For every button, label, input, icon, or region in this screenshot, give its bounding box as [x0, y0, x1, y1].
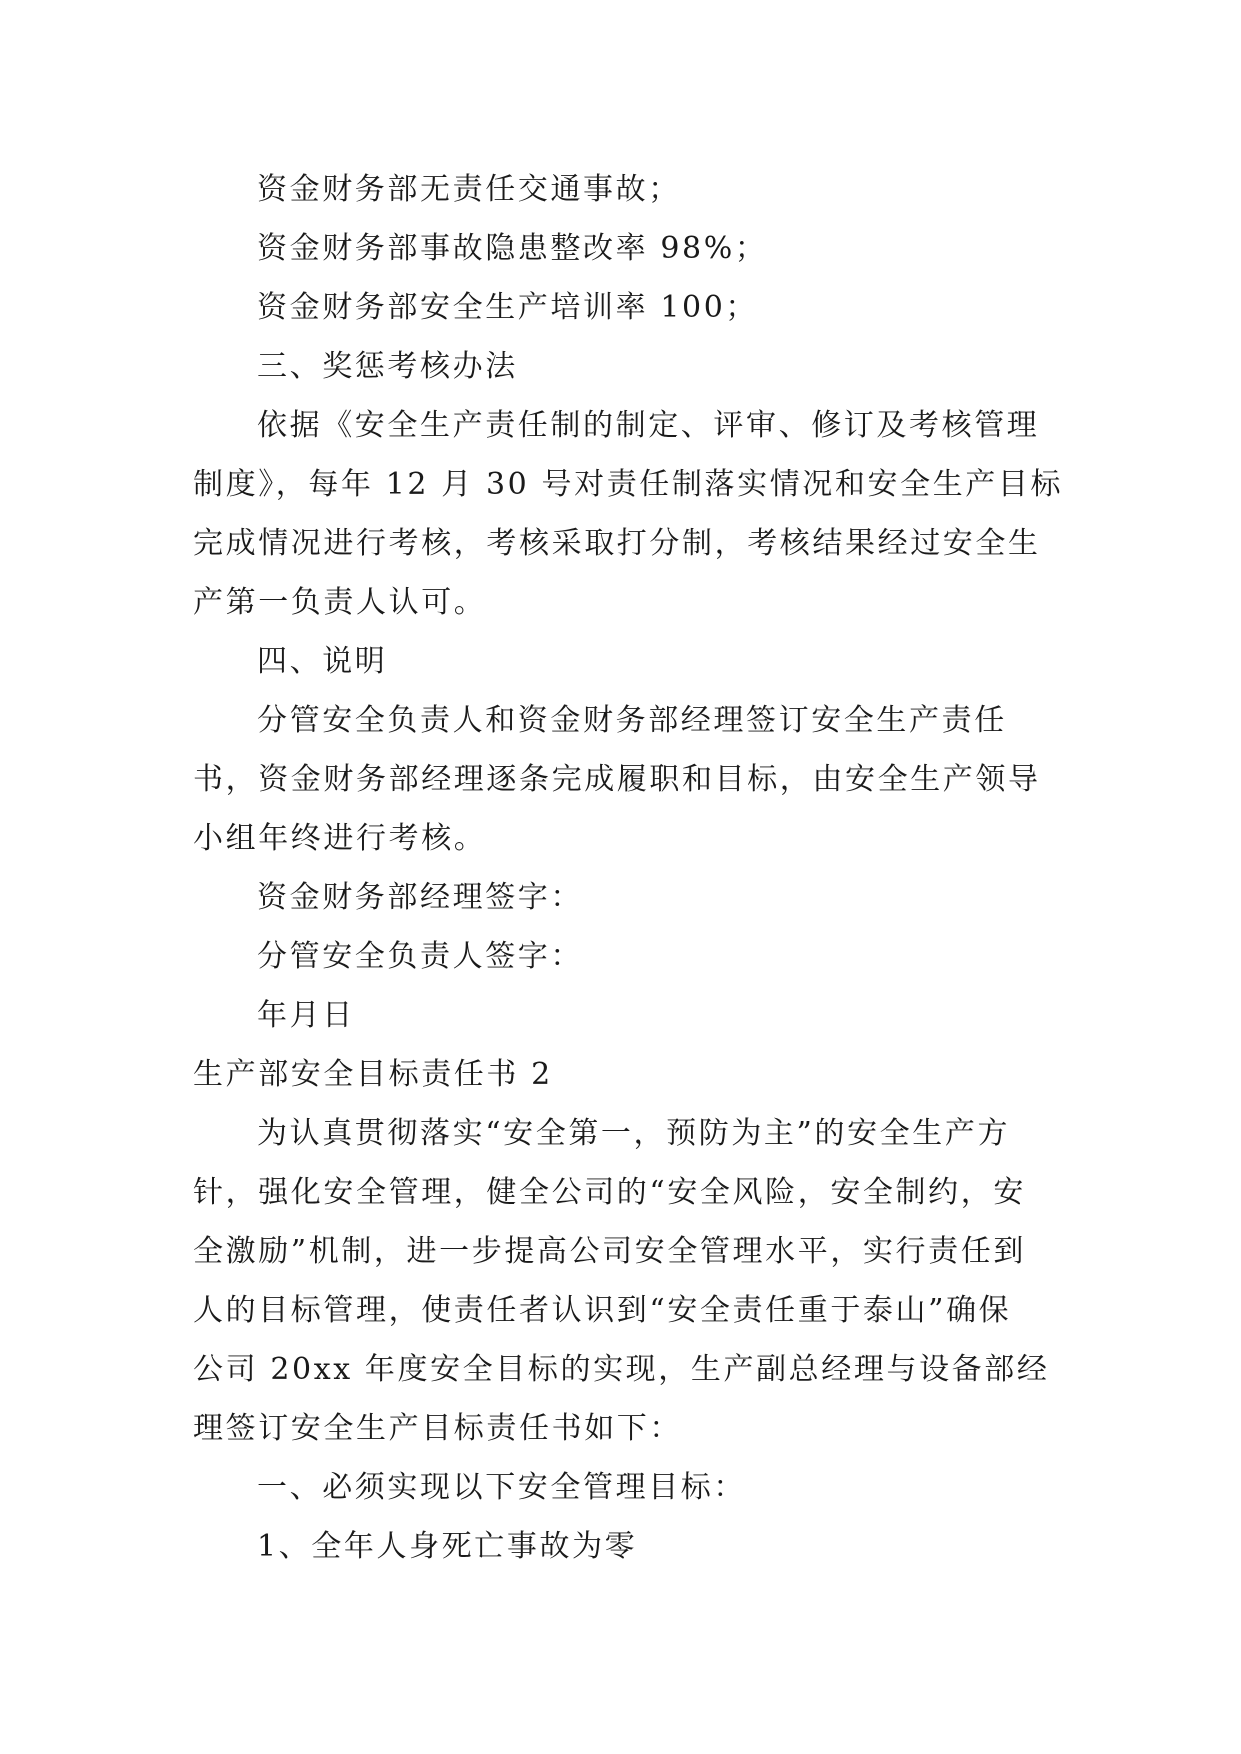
signature-line: 资金财务部经理签字： [257, 880, 583, 915]
text-line: 人的目标管理，使责任者认识到“安全责任重于泰山”确保 [193, 1293, 1012, 1328]
text-line: 依据《安全生产责任制的制定、评审、修订及考核管理 [257, 408, 1040, 443]
text-line: 分管安全负责人和资金财务部经理签订安全生产责任 [257, 703, 1007, 738]
text-line: 理签订安全生产目标责任书如下： [193, 1411, 682, 1446]
section-heading: 一、必须实现以下安全管理目标： [257, 1470, 746, 1505]
section-heading: 四、说明 [257, 644, 388, 679]
text-line: 资金财务部事故隐患整改率 98%； [257, 231, 768, 266]
text-line: 完成情况进行考核，考核采取打分制，考核结果经过安全生 [193, 526, 1041, 561]
text-line: 小组年终进行考核。 [193, 821, 487, 856]
text-line: 产第一负责人认可。 [193, 585, 487, 620]
text-line: 全激励”机制，进一步提高公司安全管理水平，实行责任到 [193, 1234, 1026, 1269]
text-line: 制度》，每年 12 月 30 号对责任制落实情况和安全生产目标 [193, 467, 1064, 502]
document-body [193, 160, 1064, 1576]
list-item: 1、全年人身死亡事故为零 [257, 1529, 638, 1564]
text-line: 为认真贯彻落实“安全第一，预防为主”的安全生产方 [257, 1116, 1011, 1151]
section-heading: 三、奖惩考核办法 [257, 349, 518, 384]
signature-line: 分管安全负责人签字： [257, 939, 583, 974]
text-line: 针，强化安全管理，健全公司的“安全风险，安全制约，安 [193, 1175, 1026, 1210]
date-line: 年月日 [257, 998, 355, 1033]
document-title: 生产部安全目标责任书 2 [193, 1057, 553, 1092]
text-line: 公司 20xx 年度安全目标的实现，生产副总经理与设备部经 [193, 1352, 1050, 1387]
text-line: 资金财务部安全生产培训率 100； [257, 290, 758, 325]
text-line: 书，资金财务部经理逐条完成履职和目标，由安全生产领导 [193, 762, 1041, 797]
text-line: 资金财务部无责任交通事故； [257, 172, 681, 207]
